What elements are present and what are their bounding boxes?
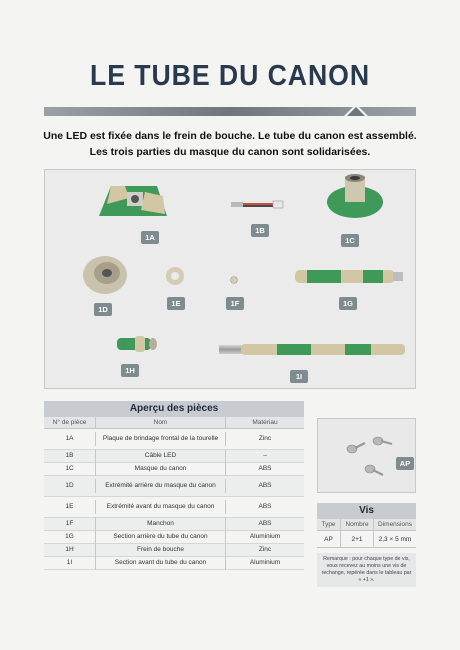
part-1b-image [231,201,283,208]
cell-number: 1H [44,543,96,557]
col-header-dims: Dimensions [378,521,412,528]
intro-line-1: Une LED est fixée dans le frein de bouche. Le tube du canon est assemblé. [43,130,417,142]
part-1a-image [99,186,167,216]
part-1i-image [219,344,405,355]
cell-material: Aluminium [249,559,281,566]
col-header-number: N° de pièce [44,417,96,428]
cell-number: 1B [44,449,96,463]
label-1g: 1G [339,297,357,310]
table-row [44,557,304,570]
cell-material: ABS [258,503,272,510]
parts-table-title: Aperçu des pièces [44,401,304,417]
label-1i: 1I [290,370,308,383]
page-title: LE TUBE DU CANON [89,60,371,92]
cell-name: Extrémité arrière du masque du canon [96,479,226,493]
part-1c-image [327,174,383,218]
col-header-type: Type [317,519,341,530]
screw-image [373,437,392,445]
screws-remark: Remarque : pour chaque type de vis, vous recevez au moins une vis de rechange, repérée dans le tableau par « +1 ». [317,553,416,587]
cell-material: Zinc [258,435,272,442]
intro-text [40,128,420,160]
screws-photo [317,418,416,493]
cell-name: Manchon [96,517,226,531]
col-header-name: Nom [96,417,226,428]
parts-table-body [44,429,304,570]
cell-material: ABS [258,465,272,472]
label-1f: 1F [226,297,244,310]
cell-name: Extrémité avant du masque du canon [96,500,226,514]
label-1h: 1H [121,364,139,377]
cell-material: ABS [258,482,272,489]
label-1a: 1A [141,231,159,244]
cell-name: Section arrière du tube du canon [96,530,226,544]
label-1b: 1B [251,224,269,237]
cell-name: Plaque de brindage frontal de la tourelle [96,432,226,446]
screws-table-header [317,519,416,531]
cell-number: 1A [44,432,96,446]
part-1d-image [83,256,127,294]
screws-table-title: Vis [317,503,416,519]
table-row [44,476,304,497]
table-row [317,531,416,548]
cell-number: 1D [44,479,96,493]
part-1h-image [117,336,157,352]
title-divider [44,104,416,116]
cell-number: 1G [44,530,96,544]
cell-number: 1F [44,517,96,531]
cell-number: 1C [44,462,96,476]
intro-line-2: Les trois parties du masque du canon sont solidarisées. [89,146,371,158]
cell-type: AP [317,531,341,547]
cell-material: ABS [258,520,272,527]
cell-name: Masque du canon [96,462,226,476]
col-header-count: Nombre [341,519,374,530]
cell-number: 1I [44,556,96,570]
cell-material: – [263,452,267,459]
screw-image [347,443,365,453]
cell-count: 2+1 [341,531,374,547]
part-1e-image [166,267,184,285]
cell-name: Frein de bouche [96,543,226,557]
label-1c: 1C [341,234,359,247]
label-1d: 1D [94,303,112,316]
cell-material: Aluminium [249,533,281,540]
col-header-material: Matériau [252,419,278,426]
parts-photo [44,169,416,389]
cell-material: Zinc [258,546,272,553]
label-1e: 1E [167,297,185,310]
cell-dims: 2,3 × 5 mm [378,536,412,543]
part-1f-image [231,277,238,284]
cell-number: 1E [44,500,96,514]
cell-name: Câble LED [96,449,226,463]
parts-table-header [44,417,304,429]
table-row [44,497,304,518]
part-1g-image [295,270,403,283]
table-row [44,429,304,450]
screw-image [365,465,383,475]
label-ap: AP [396,457,414,470]
cell-name: Section avant du tube du canon [96,556,226,570]
table-row [44,463,304,476]
